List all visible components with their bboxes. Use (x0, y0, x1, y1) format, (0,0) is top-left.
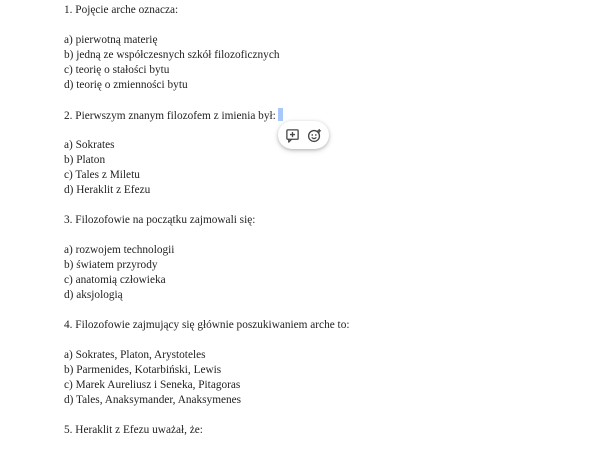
question-5-prompt: 5. Heraklit z Efezu uważał, że: (64, 424, 203, 436)
question-2-option-b: b) Platon (64, 154, 106, 166)
floating-comment-toolbar (278, 121, 329, 149)
document-body[interactable] (64, 0, 564, 438)
question-4-option-b: b) Parmenides, Kotarbiński, Lewis (64, 364, 222, 376)
question-3-option-c: c) anatomią człowieka (64, 274, 166, 286)
emoji-reaction-icon (307, 128, 322, 143)
emoji-reaction-button[interactable] (305, 125, 325, 145)
question-3-option-a: a) rozwojem technologii (64, 244, 175, 256)
question-1-option-b: b) jedną ze współczesnych szkół filozoficznych (64, 49, 280, 61)
question-4-prompt: 4. Filozofowie zajmujący się głównie poszukiwaniem arche to: (64, 319, 350, 331)
question-3-option-d: d) aksjologią (64, 289, 123, 301)
add-comment-icon (285, 128, 300, 143)
question-1-prompt: 1. Pojęcie arche oznacza: (64, 4, 179, 16)
question-1-option-d: d) teorię o zmienności bytu (64, 79, 188, 91)
question-2-option-d: d) Heraklit z Efezu (64, 184, 151, 196)
question-3-prompt: 3. Filozofowie na początku zajmowali się: (64, 214, 256, 226)
add-comment-button[interactable] (282, 125, 302, 145)
question-2-option-a: a) Sokrates (64, 139, 115, 151)
question-1-option-a: a) pierwotną materię (64, 34, 158, 46)
question-1-option-c: c) teorię o stałości bytu (64, 64, 170, 76)
question-2-prompt: 2. Pierwszym znanym filozofem z imienia był: (64, 110, 276, 122)
question-4-option-a: a) Sokrates, Platon, Arystoteles (64, 349, 206, 361)
question-2-option-c: c) Tales z Miletu (64, 169, 140, 181)
question-4-option-d: d) Tales, Anaksymander, Anaksymenes (64, 394, 242, 406)
question-4-option-c: c) Marek Aureliusz i Seneka, Pitagoras (64, 379, 241, 391)
text-selection-cursor[interactable] (278, 108, 283, 121)
question-3-option-b: b) światem przyrody (64, 259, 158, 271)
